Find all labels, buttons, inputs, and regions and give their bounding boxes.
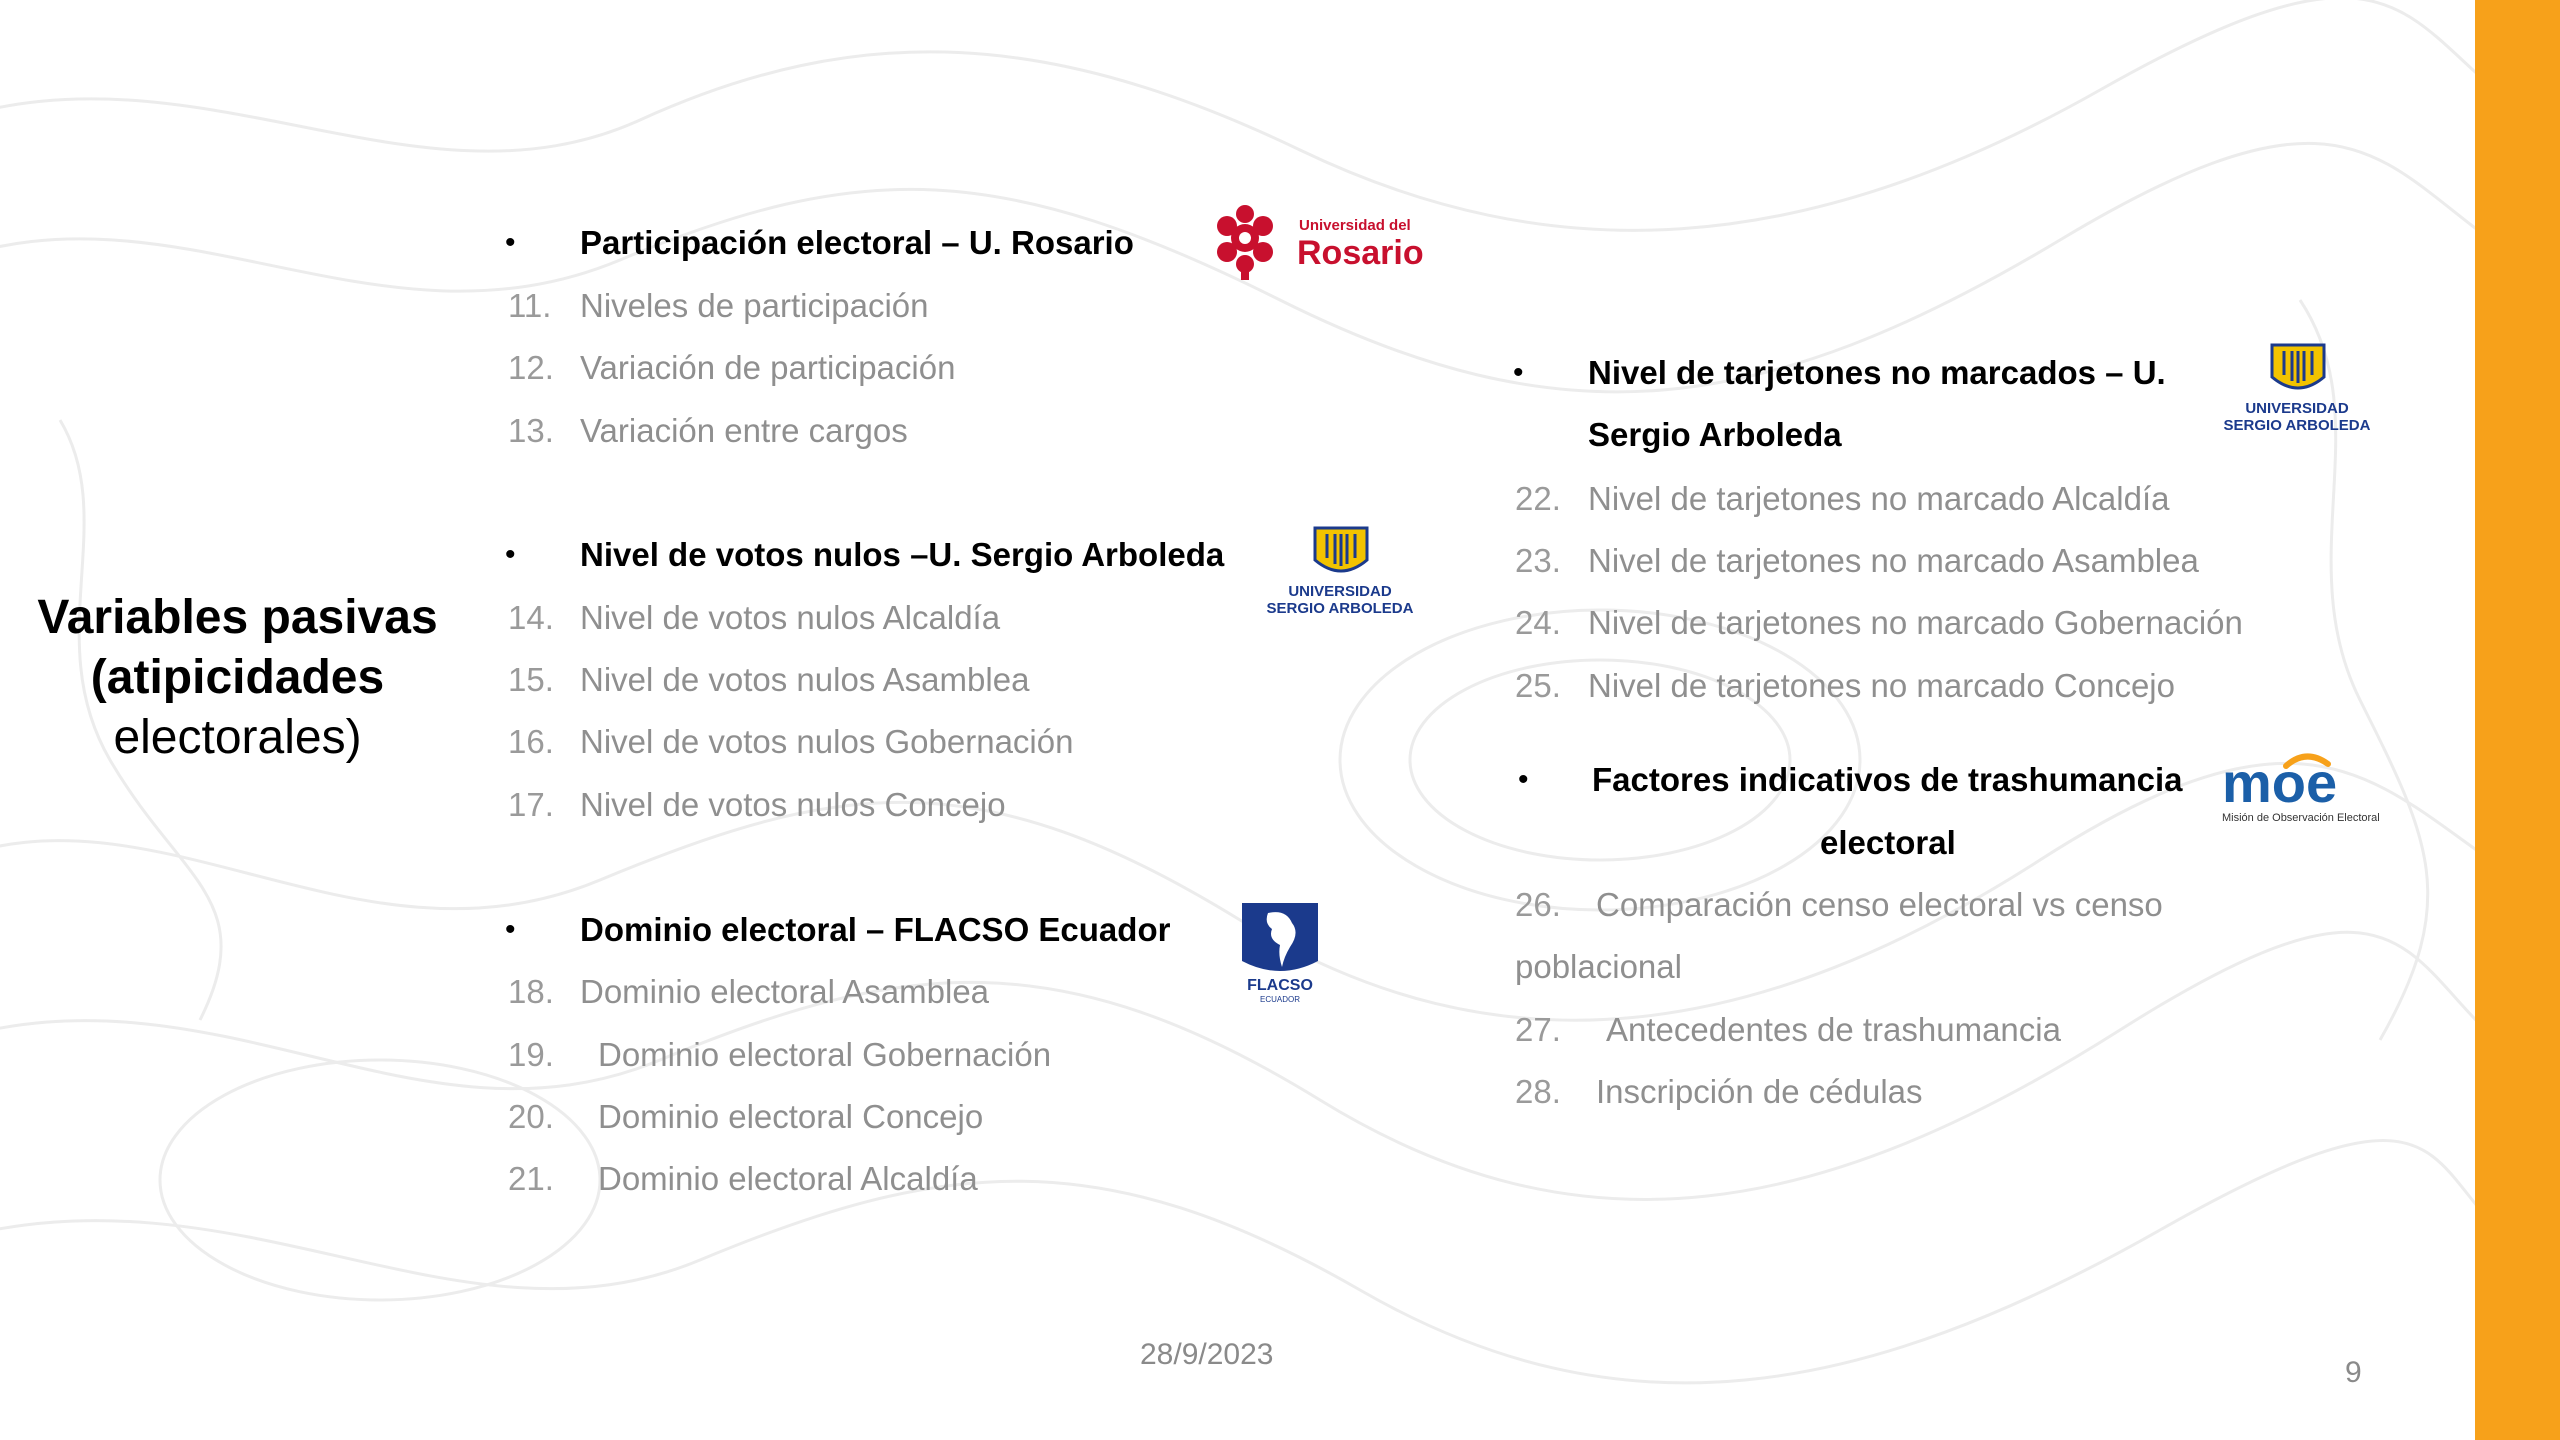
flacso-logo-line2: ECUADOR bbox=[1259, 995, 1301, 1004]
flacso-logo bbox=[1238, 899, 1322, 1005]
rosario-logo-line2: Rosario bbox=[1297, 234, 1424, 272]
title-line-3: electorales) bbox=[113, 711, 362, 764]
arboleda-logo-line1: UNIVERSIDAD bbox=[2245, 400, 2349, 417]
moe-logo bbox=[2216, 748, 2386, 828]
accent-side-bar bbox=[2475, 0, 2560, 1440]
page-number: 9 bbox=[2345, 1356, 2362, 1389]
arboleda-logo-line1: UNIVERSIDAD bbox=[1288, 583, 1392, 600]
footer-date: 28/9/2023 bbox=[1140, 1338, 1274, 1371]
title-line-1: Variables pasivas bbox=[37, 591, 438, 644]
moe-logo-subtitle: Misión de Observación Electoral bbox=[2222, 812, 2380, 824]
moe-logo-brand: moe bbox=[2222, 751, 2338, 814]
rosario-logo-line1: Universidad del bbox=[1299, 217, 1411, 234]
rosario-logo bbox=[1205, 198, 1425, 284]
flacso-logo-line1: FLACSO bbox=[1247, 977, 1313, 994]
sergio-arboleda-logo bbox=[1255, 524, 1425, 620]
arboleda-logo-line2: SERGIO ARBOLEDA bbox=[1266, 600, 1414, 617]
arboleda-logo-line2: SERGIO ARBOLEDA bbox=[2223, 417, 2371, 434]
slide-title bbox=[0, 588, 475, 768]
sergio-arboleda-logo bbox=[2212, 341, 2382, 437]
title-line-2: (atipicidades bbox=[90, 651, 385, 704]
